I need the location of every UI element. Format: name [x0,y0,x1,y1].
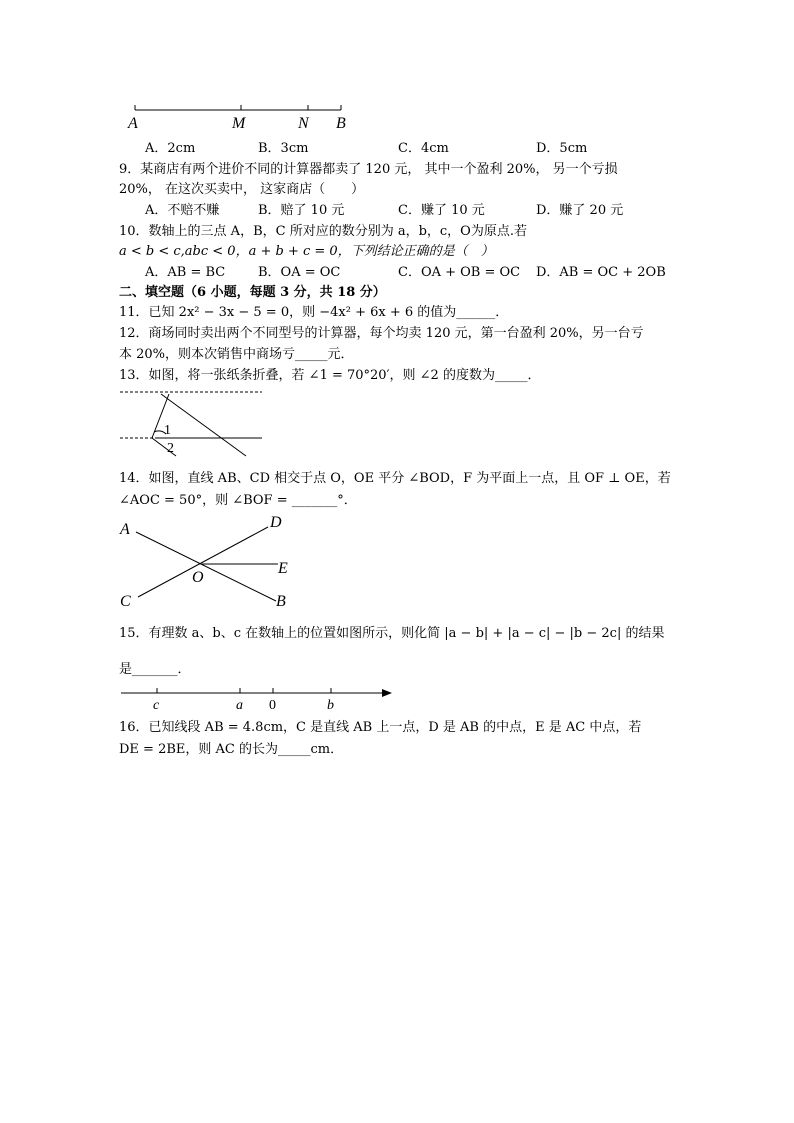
folded-strip-figure [116,388,276,463]
label-zero: 0 [269,698,276,713]
q15-line1: 15．有理数 a、b、c 在数轴上的位置如图所示，则化简 |a − b| + |a − c| − |b − 2c| 的结果 [119,626,665,641]
q11-text: 11．已知 2x² − 3x − 5 = 0，则 −4x² + 6x + 6 的值为______． [119,305,509,320]
point-b-label: B [336,115,346,132]
line-cd [138,527,268,597]
q10-option-c: C．OA + OB = OC [398,265,521,280]
point-e-label: E [278,560,288,577]
q14-line2: ∠AOC = 50°，则 ∠BOF = _______°． [119,493,357,508]
q9-option-c: C．赚了 10 元 [398,203,485,218]
q12-line2: 本 20%，则本次销售中商场亏_____元． [119,347,354,362]
point-n-label: N [298,115,309,132]
q10-option-a: A．AB = BC [145,265,226,280]
q10-line2: a < b < c,abc < 0，a + b + c = 0，下列结论正确的是（ ） [119,244,494,259]
q10-line1: 10．数轴上的三点 A，B，C 所对应的数分别为 a，b，c，O为原点.若 [119,224,527,239]
q14-line1: 14．如图，直线 AB、CD 相交于点 O，OE 平分 ∠BOD，F 为平面上一点，且 OF ⊥ OE，若 [119,471,671,486]
q9-option-a: A．不赔不赚 [145,203,220,218]
arrow-head-icon [382,689,392,697]
label-b: b [327,698,334,713]
q16-line2: DE = 2BE，则 AC 的长为_____cm． [119,742,344,757]
q15-line2: 是_______． [119,662,191,677]
q9-option-b: B．赔了 10 元 [258,203,345,218]
q8-option-c: C．4cm [398,141,449,156]
point-a-label: A [128,115,138,132]
number-line-figure [116,684,406,714]
q12-line1: 12．商场同时卖出两个不同型号的计算器，每个均卖 120 元，第一台盈利 20%，另一台亏 [119,326,644,341]
q16-line1: 16．已知线段 AB = 4.8cm，C 是直线 AB 上一点，D 是 AB 的中点，E 是 AC 中点，若 [119,720,642,735]
q8-option-b: B．3cm [258,141,309,156]
q13-text: 13．如图，将一张纸条折叠，若 ∠1 = 70°20′，则 ∠2 的度数为_____． [119,368,541,383]
q9-line2: 20%， 在这次买卖中， 这家商店（ ） [119,182,365,197]
point-b-label: B [276,593,286,610]
q9-line1: 9．某商店有两个进价不同的计算器都卖了 120 元， 其中一个盈利 20%， 另一个亏损 [119,162,618,177]
angle-1-label: 1 [164,423,171,438]
q9-option-d: D．赚了 20 元 [536,203,624,218]
point-a-label: A [120,521,130,538]
angle-2-label: 2 [167,441,174,456]
label-a: a [236,698,243,713]
point-c-label: C [120,593,131,610]
q10-option-b: B．OA = OC [258,265,341,280]
point-m-label: M [232,115,246,132]
q10-option-d: D．AB = OC + 2OB [536,265,666,280]
q8-option-d: D．5cm [536,141,588,156]
point-o-label: O [192,569,204,586]
segment-amnb-figure [126,100,356,130]
point-d-label: D [270,514,282,531]
section-fill-in-header: 二、填空题（6 小题，每题 3 分，共 18 分） [119,285,386,300]
label-c: c [153,698,160,713]
intersecting-lines-figure [116,512,316,612]
q8-option-a: A．2cm [145,141,196,156]
line-ab [136,532,276,601]
